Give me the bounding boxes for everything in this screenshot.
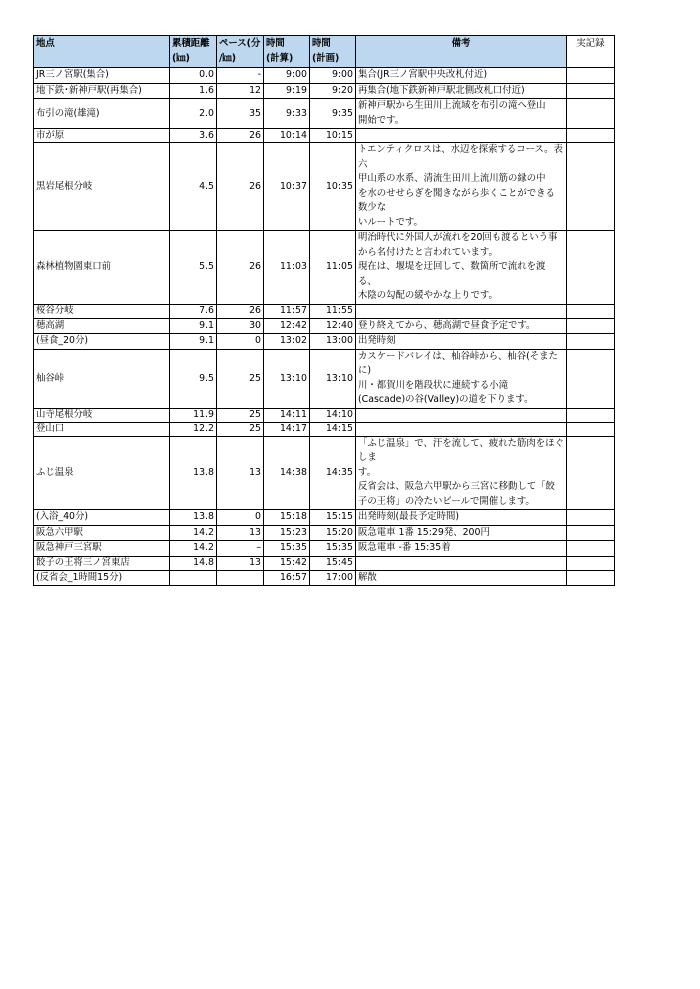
cell-distance: 14.2 [170,541,217,557]
cell-record [567,99,615,129]
table-row [34,304,615,318]
cell-location: 黒岩尾根分岐 [34,143,170,231]
table-row [34,318,615,334]
cell-pace: 13 [217,556,264,570]
cell-notes: 阪急電車 1番 15:29発、200円 [356,525,567,541]
cell-time-calc: 9:33 [264,99,310,129]
table-row [34,68,615,84]
cell-location: 餃子の王将三ノ宮東店 [34,556,170,570]
cell-location: ふじ温泉 [34,436,170,510]
cell-pace: 25 [217,349,264,408]
cell-time-plan: 9:00 [310,68,356,84]
table-row [34,129,615,143]
cell-distance: 9.5 [170,349,217,408]
cell-pace: 0 [217,334,264,350]
cell-notes [356,129,567,143]
cell-time-calc: 11:57 [264,304,310,318]
cell-pace: 26 [217,231,264,305]
cell-location: 布引の滝(雄滝) [34,99,170,129]
cell-distance: 4.5 [170,143,217,231]
cell-time-calc: 12:42 [264,318,310,334]
cell-time-plan: 11:05 [310,231,356,305]
cell-record [567,143,615,231]
cell-pace: 12 [217,83,264,99]
cell-notes [356,408,567,422]
cell-pace: - [217,68,264,84]
cell-time-plan: 13:10 [310,349,356,408]
cell-record [567,525,615,541]
cell-distance: 13.8 [170,436,217,510]
table-body [34,68,615,586]
table-row [34,83,615,99]
cell-notes: 再集合(地下鉄新神戸駅北側改札口付近) [356,83,567,99]
cell-record [567,231,615,305]
cell-record [567,68,615,84]
table-row [34,349,615,408]
header-location: 地点 [34,36,170,68]
cell-record [567,349,615,408]
cell-location: 山寺尾根分岐 [34,408,170,422]
cell-time-calc: 15:18 [264,510,310,526]
header-pace: ペース(分 /㎞) [217,36,264,68]
cell-distance: 9.1 [170,318,217,334]
cell-location: 森林植物園東口前 [34,231,170,305]
cell-time-calc: 15:42 [264,556,310,570]
cell-pace: 26 [217,304,264,318]
cell-location: 桜谷分岐 [34,304,170,318]
cell-time-plan: 11:55 [310,304,356,318]
cell-time-plan: 15:45 [310,556,356,570]
cell-record [567,318,615,334]
header-row [34,36,615,68]
cell-distance: 1.6 [170,83,217,99]
cell-pace: – [217,541,264,557]
header-time-calc: 時間 (計算) [264,36,310,68]
cell-location: (昼食_20分) [34,334,170,350]
cell-distance: 5.5 [170,231,217,305]
cell-notes: 新神戸駅から生田川上流域を布引の滝へ登山 開始です。 [356,99,567,129]
cell-notes: 阪急電車 -番 15:35着 [356,541,567,557]
cell-distance: 3.6 [170,129,217,143]
cell-notes: 出発時刻 [356,334,567,350]
table-row [34,556,615,570]
cell-pace: 26 [217,129,264,143]
table-row [34,99,615,129]
header-distance: 累積距離 (㎞) [170,36,217,68]
cell-time-calc: 15:23 [264,525,310,541]
cell-time-calc: 10:37 [264,143,310,231]
cell-time-plan: 14:10 [310,408,356,422]
cell-pace [217,570,264,586]
header-record: 実記録 [567,36,615,68]
cell-time-plan: 10:15 [310,129,356,143]
cell-notes: 明治時代に外国人が流れを20回も渡るという事 から名付けたと言われています。 現在は、堰堤を迂回して、数箇所で流れを渡る、 木陰の勾配の緩やかな上りです。 [356,231,567,305]
table-row [34,231,615,305]
cell-distance: 14.8 [170,556,217,570]
cell-time-calc: 14:11 [264,408,310,422]
cell-distance: 11.9 [170,408,217,422]
cell-record [567,83,615,99]
table-header [34,36,615,68]
cell-time-plan: 14:15 [310,422,356,436]
table-row [34,541,615,557]
table-row [34,570,615,586]
cell-time-plan: 10:35 [310,143,356,231]
cell-time-plan: 15:20 [310,525,356,541]
cell-location: 阪急六甲駅 [34,525,170,541]
cell-pace: 0 [217,510,264,526]
cell-record [567,422,615,436]
cell-record [567,334,615,350]
cell-pace: 13 [217,525,264,541]
cell-location: 穂高湖 [34,318,170,334]
cell-time-calc: 14:38 [264,436,310,510]
cell-pace: 35 [217,99,264,129]
cell-time-plan: 12:40 [310,318,356,334]
table-row [34,525,615,541]
cell-time-calc: 9:00 [264,68,310,84]
cell-time-plan: 15:15 [310,510,356,526]
cell-record [567,556,615,570]
hiking-schedule-table [33,35,615,586]
cell-notes: 登り終えてから、穂高湖で昼食予定です。 [356,318,567,334]
cell-distance: 14.2 [170,525,217,541]
cell-time-calc: 13:10 [264,349,310,408]
cell-time-plan: 9:35 [310,99,356,129]
cell-pace: 25 [217,422,264,436]
cell-notes: 解散 [356,570,567,586]
cell-notes [356,422,567,436]
cell-distance: 7.6 [170,304,217,318]
cell-time-plan: 15:35 [310,541,356,557]
cell-location: 登山口 [34,422,170,436]
cell-time-plan: 17:00 [310,570,356,586]
cell-pace: 13 [217,436,264,510]
table-row [34,408,615,422]
cell-record [567,129,615,143]
cell-time-calc: 10:14 [264,129,310,143]
cell-pace: 26 [217,143,264,231]
cell-location: (反省会_1時間15分) [34,570,170,586]
cell-location: 阪急神戸三宮駅 [34,541,170,557]
cell-record [567,436,615,510]
table-row [34,422,615,436]
cell-record [567,408,615,422]
cell-notes: 集合(JR三ノ宮駅中央改札付近) [356,68,567,84]
cell-time-plan: 13:00 [310,334,356,350]
table-row [34,143,615,231]
cell-distance [170,570,217,586]
cell-notes: カスケードバレイは、杣谷峠から、杣谷(そまたに) 川・都賀川を階段状に連続する小滝 (Cascade)の谷(Valley)の道を下ります。 [356,349,567,408]
table-row [34,334,615,350]
cell-location: JR三ノ宮駅(集合) [34,68,170,84]
cell-location: 市が原 [34,129,170,143]
cell-time-calc: 14:17 [264,422,310,436]
cell-location: 杣谷峠 [34,349,170,408]
header-notes: 備考 [356,36,567,68]
cell-notes: 「ふじ温泉」で、汗を流して、疲れた筋肉をほぐしま す。 反省会は、阪急六甲駅から三宮に移動して「餃 子の王将」の冷たいビールで開催します。 [356,436,567,510]
cell-distance: 9.1 [170,334,217,350]
cell-distance: 12.2 [170,422,217,436]
cell-notes [356,304,567,318]
cell-pace: 25 [217,408,264,422]
cell-time-calc: 16:57 [264,570,310,586]
cell-time-plan: 9:20 [310,83,356,99]
cell-record [567,304,615,318]
cell-notes [356,556,567,570]
header-time-plan: 時間 (計画) [310,36,356,68]
cell-time-calc: 15:35 [264,541,310,557]
cell-distance: 0.0 [170,68,217,84]
cell-record [567,570,615,586]
cell-location: 地下鉄･新神戸駅(再集合) [34,83,170,99]
table-row [34,436,615,510]
cell-distance: 13.8 [170,510,217,526]
cell-record [567,510,615,526]
cell-time-calc: 13:02 [264,334,310,350]
cell-notes: トエンティクロスは、水辺を探索するコース。表六 甲山系の水系、清流生田川上流川筋の縁の中 を水のせせらぎを聞きながら歩くことができる数少な いルートです。 [356,143,567,231]
cell-time-plan: 14:35 [310,436,356,510]
cell-time-calc: 11:03 [264,231,310,305]
cell-pace: 30 [217,318,264,334]
cell-time-calc: 9:19 [264,83,310,99]
cell-distance: 2.0 [170,99,217,129]
cell-record [567,541,615,557]
table-row [34,510,615,526]
cell-notes: 出発時刻(最長予定時間) [356,510,567,526]
cell-location: (入浴_40分) [34,510,170,526]
